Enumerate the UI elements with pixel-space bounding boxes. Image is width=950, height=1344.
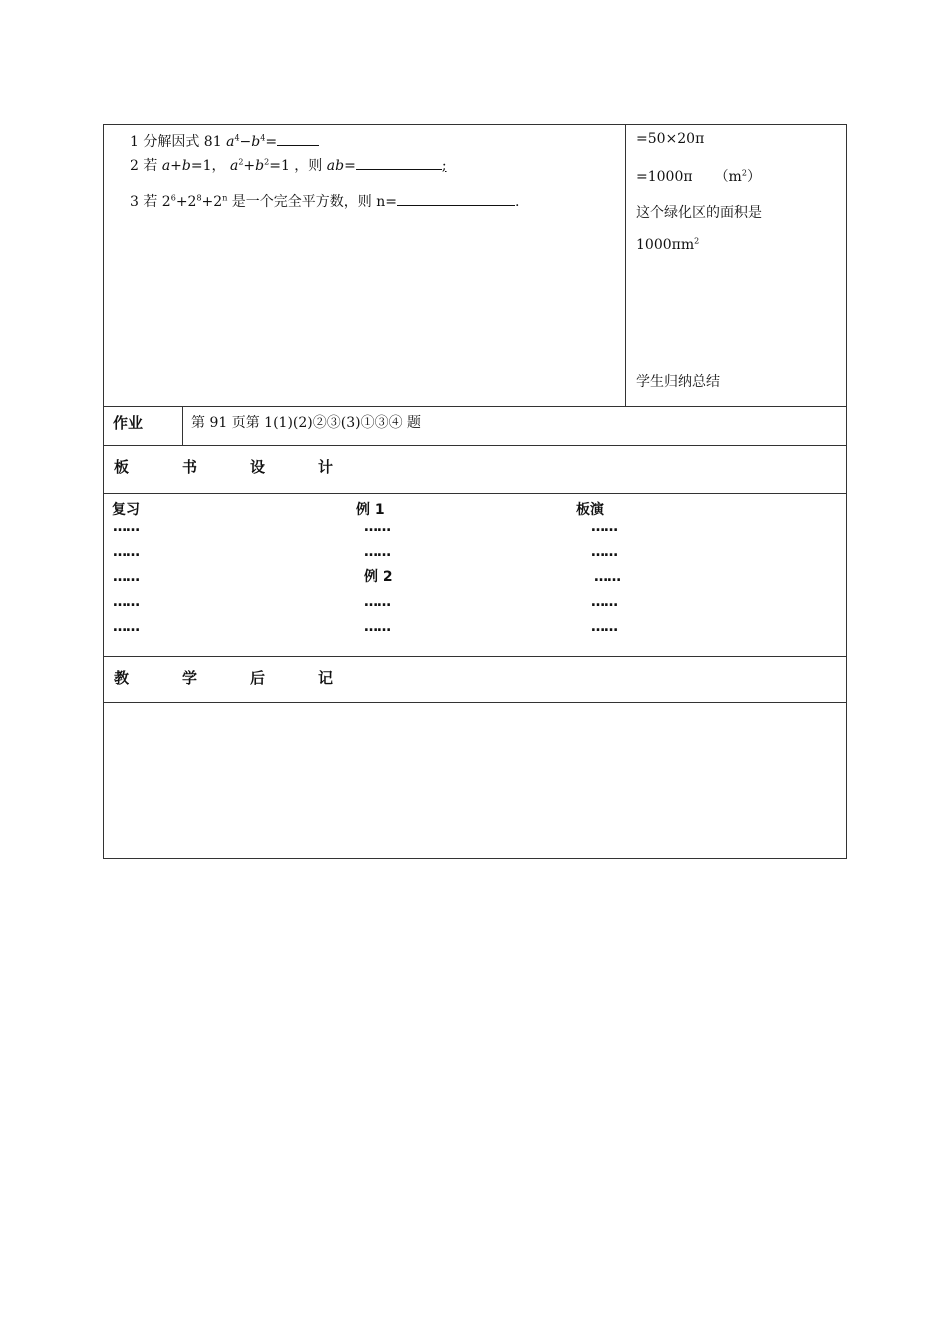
postscript-header-row — [104, 657, 846, 703]
board-dots: …… — [364, 594, 390, 610]
solution-cell — [626, 125, 846, 406]
board-dots: …… — [113, 594, 139, 610]
exercise-row — [104, 125, 846, 407]
answer-blank-1[interactable] — [277, 134, 319, 146]
answer-blank-3[interactable] — [397, 194, 515, 206]
homework-text: 第 91 页第 1(1)(2)②③(3)①③④ 题 — [191, 415, 422, 431]
solution-line-2: =1000π $(m^2)$ — [636, 168, 761, 185]
board-col-practice-title: 板演 — [576, 502, 604, 518]
board-col-example2-title: 例 2 — [364, 569, 393, 585]
solution-line-4: $1000\pi m^2$ — [636, 236, 700, 253]
postscript-body[interactable] — [104, 703, 846, 858]
board-dots: …… — [113, 569, 139, 585]
exercise-cell — [104, 125, 626, 406]
board-dots: …… — [113, 544, 139, 560]
lesson-table — [103, 124, 847, 859]
board-design-header-row — [104, 446, 846, 494]
board-dots: …… — [594, 569, 620, 585]
exercise-1: 1 分解因式 81 $a^4-b^4=$ — [130, 131, 319, 151]
board-design-row — [104, 494, 846, 657]
homework-label: 作业 — [104, 407, 183, 445]
solution-line-1: =50×20π — [636, 131, 705, 147]
exercise-3: 3 若 $2^6+2^8+2^n$ 是一个完全平方数，则 n= . — [130, 193, 520, 210]
solution-line-3: 这个绿化区的面积是 — [636, 205, 762, 221]
homework-row — [104, 407, 846, 446]
board-col-example1-title: 例 1 — [356, 502, 385, 518]
exercise-2: 2 若 a+b=1， $a^2+b^2=1$ ，则 ab= ; — [130, 157, 447, 174]
postscript-heading: 教 学 后 记 — [114, 669, 334, 687]
board-dots: …… — [113, 519, 139, 535]
board-dots: …… — [364, 519, 390, 535]
board-dots: …… — [591, 619, 617, 635]
board-dots: …… — [591, 519, 617, 535]
board-dots: …… — [591, 544, 617, 560]
board-col-review-title: 复习 — [112, 502, 140, 518]
board-dots: …… — [364, 619, 390, 635]
board-dots: …… — [364, 544, 390, 560]
answer-blank-2[interactable] — [356, 158, 442, 170]
board-dots: …… — [113, 619, 139, 635]
board-design-heading: 板 书 设 计 — [114, 458, 334, 476]
student-summary: 学生归纳总结 — [636, 374, 720, 390]
board-dots: …… — [591, 594, 617, 610]
